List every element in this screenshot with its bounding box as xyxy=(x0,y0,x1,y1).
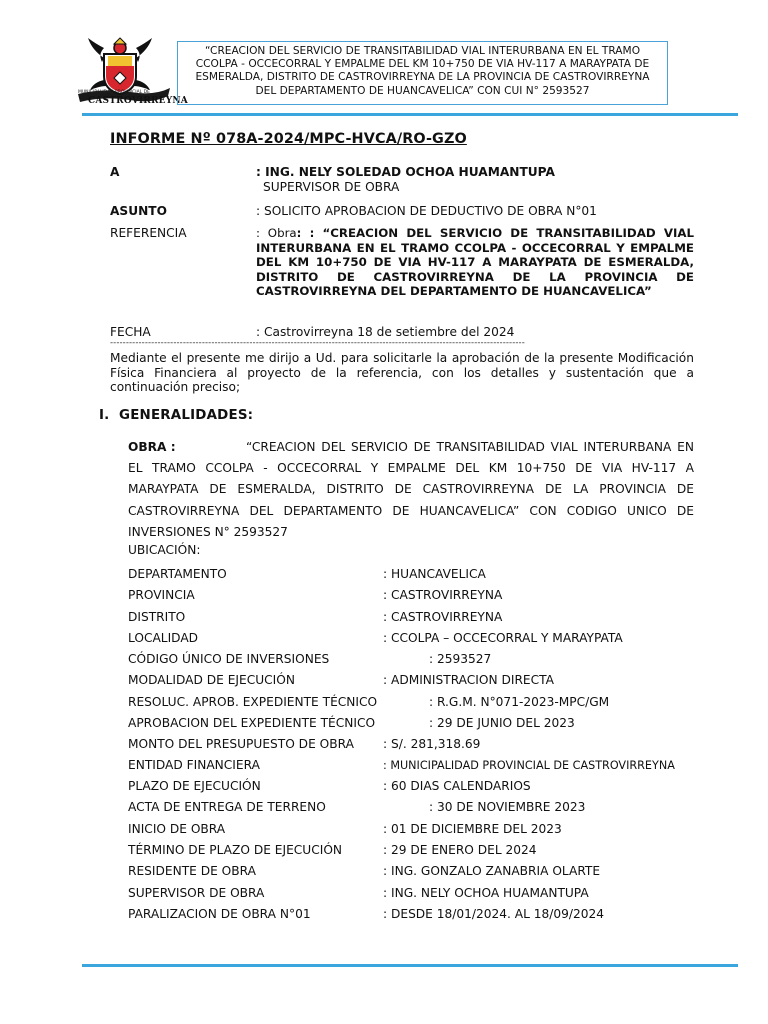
detail-value: : CASTROVIRREYNA xyxy=(383,588,503,602)
detail-value: : 29 DE ENERO DEL 2024 xyxy=(383,843,537,857)
detail-value: : MUNICIPALIDAD PROVINCIAL DE CASTROVIRREYNA xyxy=(383,759,675,772)
detail-value: : S/. 281,318.69 xyxy=(383,737,481,751)
detail-key: LOCALIDAD xyxy=(128,631,199,645)
detail-value: : CCOLPA – OCCECORRAL Y MARAYPATA xyxy=(383,631,623,645)
detail-value: : R.G.M. N°071-2023-MPC/GM xyxy=(429,695,610,709)
detail-key: DEPARTAMENTO xyxy=(128,567,227,581)
section-heading xyxy=(99,408,253,423)
obra-paragraph xyxy=(128,437,694,543)
detail-key: ENTIDAD FINANCIERA xyxy=(128,758,260,772)
referencia-colon: : : xyxy=(296,226,323,240)
detail-key: MONTO DEL PRESUPUESTO DE OBRA xyxy=(128,737,354,751)
addressee-role: SUPERVISOR DE OBRA xyxy=(263,180,400,194)
detail-value: : 2593527 xyxy=(429,652,492,666)
ubicacion-label: UBICACIÓN: xyxy=(128,543,201,557)
addressee-label: A xyxy=(110,165,120,179)
detail-key: ACTA DE ENTREGA DE TERRENO xyxy=(128,800,326,814)
detail-key: RESOLUC. APROB. EXPEDIENTE TÉCNICO xyxy=(128,695,378,709)
detail-value: : ADMINISTRACION DIRECTA xyxy=(383,673,554,687)
detail-value: : 60 DIAS CALENDARIOS xyxy=(383,779,531,793)
detail-key: MODALIDAD DE EJECUCIÓN xyxy=(128,673,295,687)
detail-value: : ING. GONZALO ZANABRIA OLARTE xyxy=(383,864,601,878)
referencia-text: “CREACION DEL SERVICIO DE TRANSITABILIDAD VIAL INTERURBANA EN EL TRAMO CCOLPA - OCCECORRAL Y EMPALME DEL KM 10+750 DE VIA HV-117 A MARAYPATA DE ESMERALDA, DISTRITO DE CASTROVIRREYNA DE LA PROVINCIA DE CASTROVIRREYNA DEL DEPARTAMENTO DE HUANCAVELICA” xyxy=(256,226,694,299)
footer-rule xyxy=(82,964,738,967)
detail-value: : DESDE 18/01/2024. AL 18/09/2024 xyxy=(383,907,604,921)
detail-value: : 30 DE NOVIEMBRE 2023 xyxy=(429,800,586,814)
logo-caption-name: CASTROVIRREYNA xyxy=(88,96,188,106)
detail-key: TÉRMINO DE PLAZO DE EJECUCIÓN xyxy=(128,843,343,857)
project-title-box xyxy=(177,41,668,105)
section-title: GENERALIDADES: xyxy=(119,408,254,423)
asunto-value: : SOLICITO APROBACION DE DEDUCTIVO DE OBRA N°01 xyxy=(256,204,597,218)
addressee-value: : ING. NELY SOLEDAD OCHOA HUAMANTUPA xyxy=(256,165,555,179)
detail-value: : 01 DE DICIEMBRE DEL 2023 xyxy=(383,822,562,836)
section-number: I. xyxy=(99,408,110,423)
detail-key: RESIDENTE DE OBRA xyxy=(128,864,256,878)
fecha-label: FECHA xyxy=(110,325,151,339)
detail-key: PROVINCIA xyxy=(128,588,195,602)
detail-value: : HUANCAVELICA xyxy=(383,567,486,581)
project-title-text: “CREACION DEL SERVICIO DE TRANSITABILIDAD VIAL INTERURBANA EN EL TRAMO CCOLPA - OCCECORRAL Y EMPALME DEL KM 10+750 DE VIA HV-117 A MARAYPATA DE ESMERALDA, DISTRITO DE CASTROVIRREYNA DE LA PROVINCIA DE CASTROVIRREYNA DEL DEPARTAMENTO DE HUANCAVELICA” CON CUI N° 2593527 xyxy=(195,45,650,97)
detail-key: DISTRITO xyxy=(128,610,186,624)
detail-key: SUPERVISOR DE OBRA xyxy=(128,886,265,900)
referencia-value xyxy=(256,226,694,299)
detail-value: : CASTROVIRREYNA xyxy=(383,610,503,624)
intro-paragraph: Mediante el presente me dirijo a Ud. para solicitarle la aprobación de la presente Modificación Física Financiera al proyecto de la referencia, con los detalles y sustentación que a continuación preciso; xyxy=(110,351,694,395)
detail-key: CÓDIGO ÚNICO DE INVERSIONES xyxy=(128,652,330,666)
obra-text: “CREACION DEL SERVICIO DE TRANSITABILIDAD VIAL INTERURBANA EN EL TRAMO CCOLPA - OCCECORRAL Y EMPALME DEL KM 10+750 DE VIA HV-117 A MARAYPATA DE ESMERALDA, DISTRITO DE CASTROVIRREYNA DE LA PROVINCIA DE CASTROVIRREYNA DEL DEPARTAMENTO DE HUANCAVELICA” CON CODIGO UNICO DE INVERSIONES N° 2593527 xyxy=(128,440,694,539)
logo-caption-top: MUNICIPALIDAD PROVINCIAL DE xyxy=(78,90,150,95)
detail-key: APROBACION DEL EXPEDIENTE TÉCNICO xyxy=(128,716,376,730)
referencia-prefix: : Obra xyxy=(256,226,297,240)
fecha-value: : Castrovirreyna 18 de setiembre del 2024 xyxy=(256,325,515,339)
detail-key: PLAZO DE EJECUCIÓN xyxy=(128,779,261,793)
document-header xyxy=(0,0,768,120)
detail-value: : 29 DE JUNIO DEL 2023 xyxy=(429,716,575,730)
asunto-label: ASUNTO xyxy=(110,204,167,218)
informe-title: INFORME Nº 078A-2024/MPC-HVCA/RO-GZO xyxy=(110,131,467,147)
header-rule xyxy=(82,113,738,116)
referencia-label: REFERENCIA xyxy=(110,226,187,240)
detail-key: PARALIZACION DE OBRA N°01 xyxy=(128,907,311,921)
detail-key: INICIO DE OBRA xyxy=(128,822,226,836)
detail-value: : ING. NELY OCHOA HUAMANTUPA xyxy=(383,886,589,900)
obra-label: OBRA : xyxy=(128,440,176,454)
separator-line: ----------------------------------------------------------------------------------------------------------------------------------- xyxy=(110,339,525,347)
